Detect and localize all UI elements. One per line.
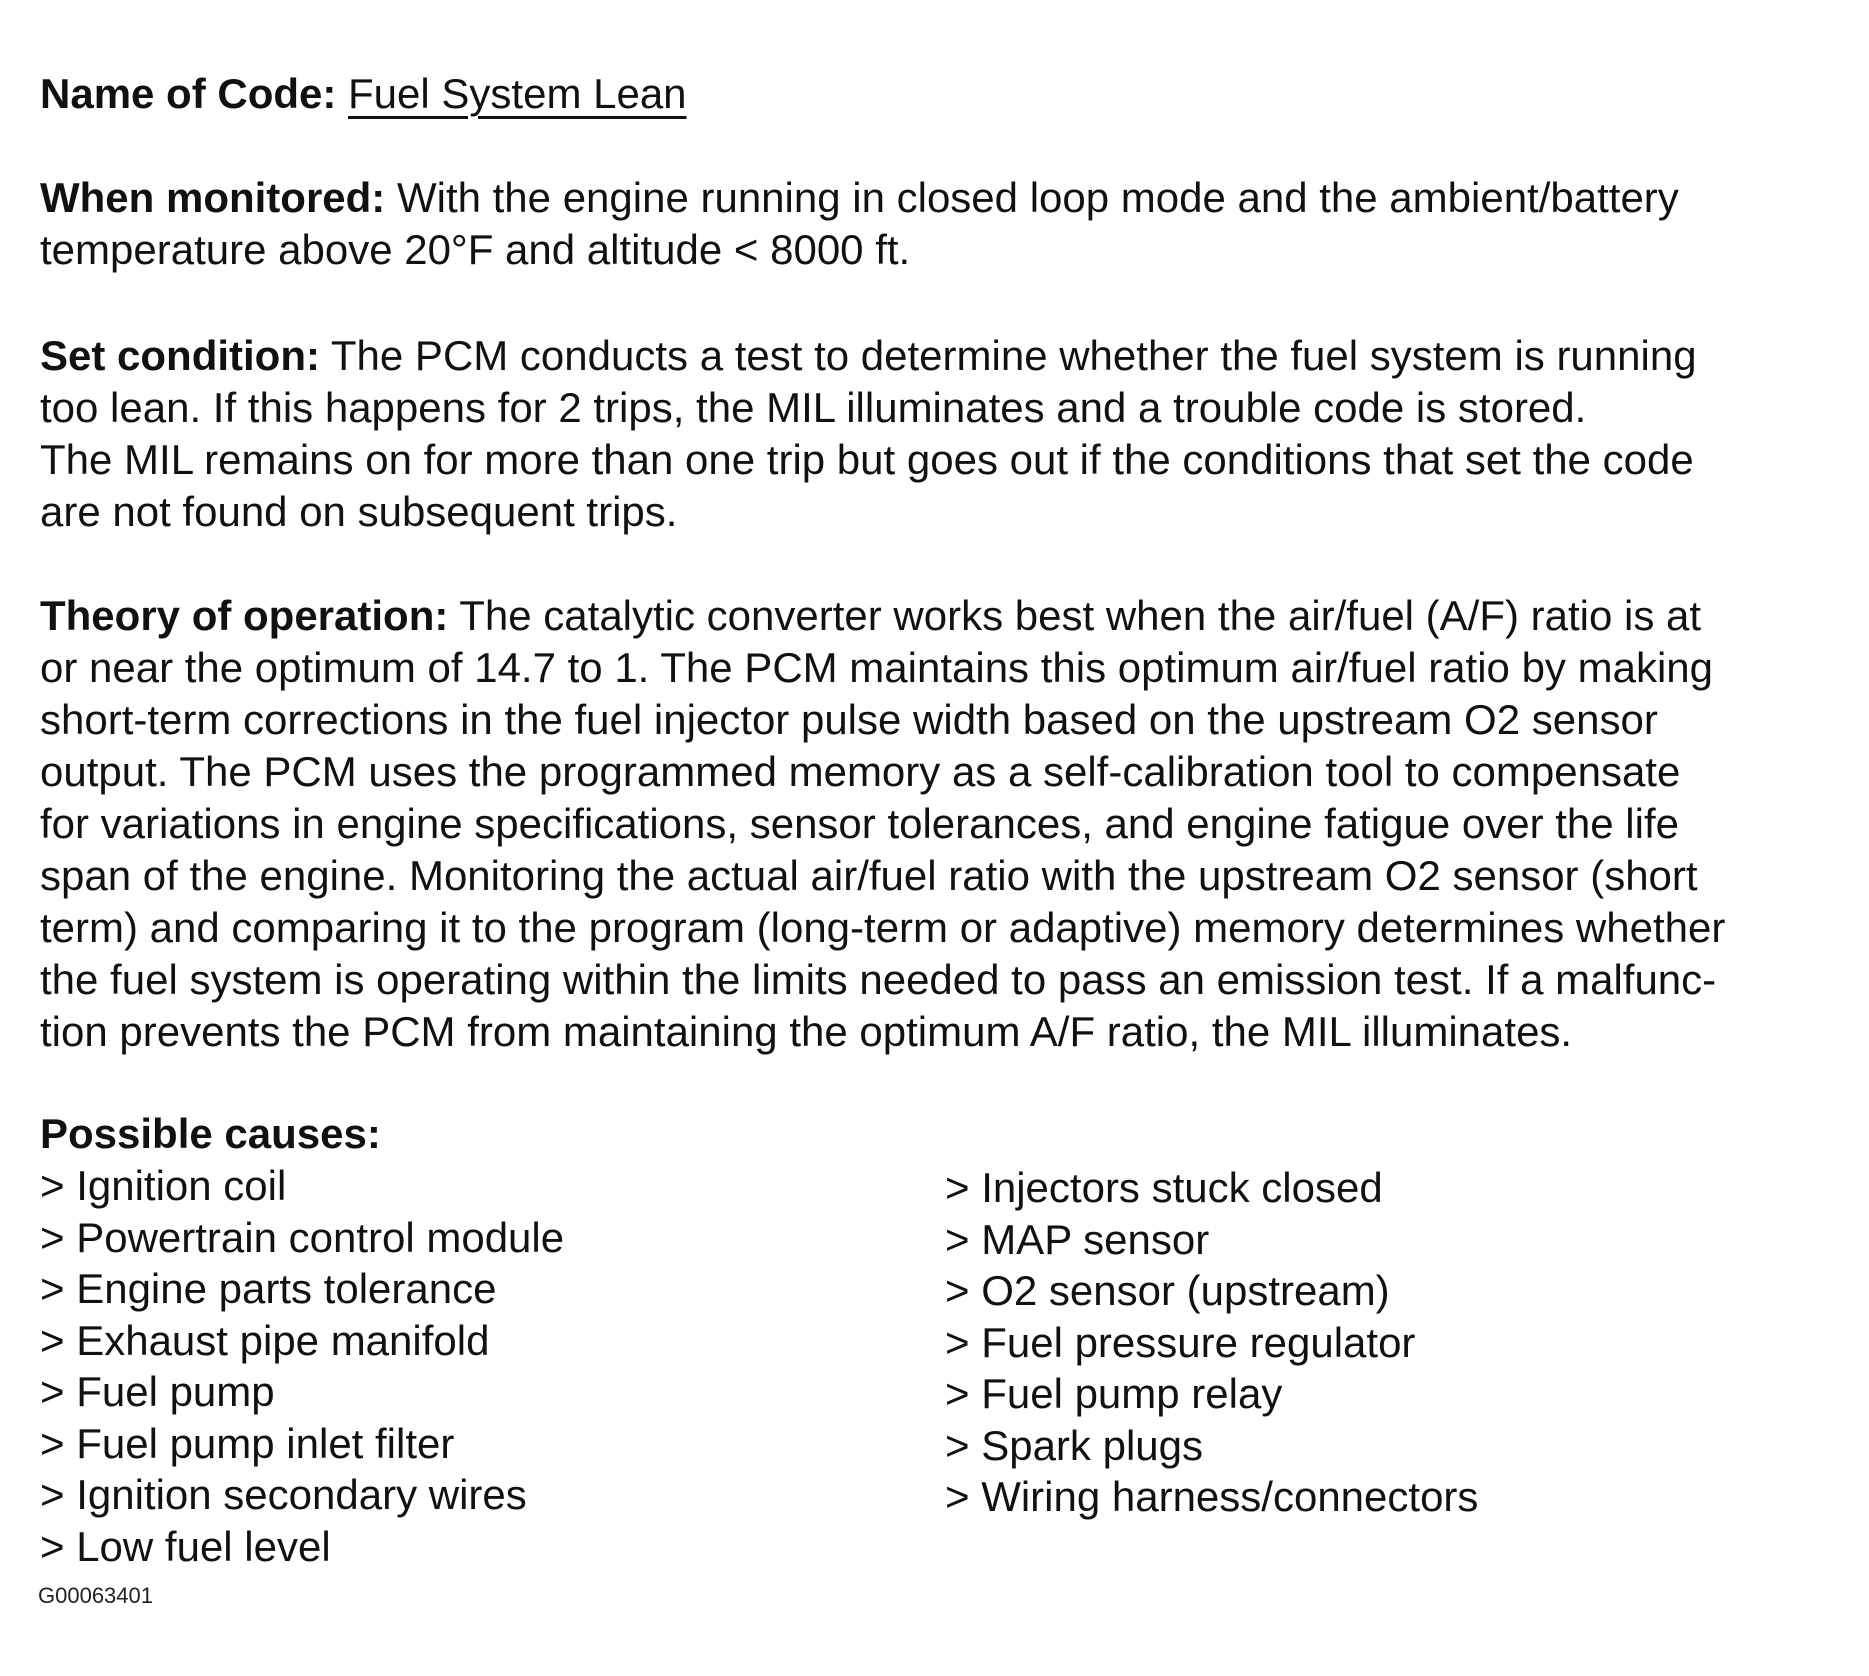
set-condition-line — [40, 330, 1697, 382]
cause-item: > Fuel pump — [40, 1368, 275, 1415]
cause-item: > Spark plugs — [945, 1421, 1203, 1469]
causes-list-left — [40, 1160, 564, 1572]
theory-of-operation-label: Theory of operation: — [40, 592, 449, 639]
cause-item: > O2 sensor (upstream) — [945, 1267, 1390, 1314]
code-name: Fuel System Lean — [348, 70, 687, 117]
cause-item: > Powertrain control module — [40, 1213, 565, 1261]
set-condition-section — [40, 330, 1697, 538]
figure-id: G00063401 — [38, 1583, 153, 1608]
set-condition-line: The MIL remains on for more than one trip but goes out if the conditions that set the code — [40, 436, 1694, 483]
theory-line: the fuel system is operating within the limits needed to pass an emission test. If a malfunc- — [40, 956, 1717, 1003]
cause-item: > MAP sensor — [945, 1215, 1210, 1263]
theory-line: term) and comparing it to the program (long-term or adaptive) memory determines whether — [40, 904, 1726, 951]
possible-causes-section — [40, 1108, 1479, 1570]
set-condition-line: are not found on subsequent trips. — [40, 488, 678, 535]
when-monitored-section — [40, 172, 1679, 276]
when-monitored-line — [40, 172, 1679, 224]
causes-list-right — [945, 1162, 1478, 1523]
when-monitored-text: With the engine running in closed loop mode and the ambient/battery — [385, 174, 1679, 221]
cause-item: > Low fuel level — [40, 1522, 331, 1570]
cause-item: > Injectors stuck closed — [945, 1164, 1383, 1211]
cause-item: > Fuel pump relay — [945, 1370, 1283, 1417]
possible-causes-label: Possible causes: — [40, 1110, 381, 1157]
theory-line: tion prevents the PCM from maintaining the optimum A/F ratio, the MIL illuminates. — [40, 1008, 1573, 1055]
theory-text: The catalytic converter works best when the air/fuel (A/F) ratio is at — [448, 592, 1702, 639]
theory-of-operation-section — [40, 590, 1725, 1058]
name-of-code-label: Name of Code: — [40, 70, 337, 117]
theory-line: for variations in engine specifications, sensor tolerances, and engine fatigue over the life — [40, 800, 1679, 847]
cause-item: > Exhaust pipe manifold — [40, 1316, 490, 1364]
theory-line: short-term corrections in the fuel injector pulse width based on the upstream O2 sensor — [40, 696, 1658, 743]
when-monitored-label: When monitored: — [40, 174, 386, 221]
theory-line: output. The PCM uses the programmed memory as a self-calibration tool to compensate — [40, 748, 1681, 795]
cause-item: > Ignition coil — [40, 1162, 287, 1209]
name-of-code-section — [40, 68, 687, 120]
name-of-code-row — [40, 68, 687, 120]
cause-item: > Ignition secondary wires — [40, 1471, 527, 1518]
cause-item: > Fuel pump inlet filter — [40, 1419, 455, 1467]
set-condition-text: The PCM conducts a test to determine whether the fuel system is running — [319, 332, 1697, 379]
set-condition-line: too lean. If this happens for 2 trips, the MIL illuminates and a trouble code is stored. — [40, 384, 1587, 431]
cause-item: > Wiring harness/connectors — [945, 1473, 1479, 1520]
when-monitored-line: temperature above 20°F and altitude < 8000 ft. — [40, 226, 911, 273]
theory-line: span of the engine. Monitoring the actual air/fuel ratio with the upstream O2 sensor (short — [40, 852, 1698, 899]
cause-item: > Engine parts tolerance — [40, 1265, 497, 1312]
theory-line — [40, 590, 1725, 642]
set-condition-label: Set condition: — [40, 332, 320, 379]
theory-line: or near the optimum of 14.7 to 1. The PCM maintains this optimum air/fuel ratio by making — [40, 644, 1713, 691]
cause-item: > Fuel pressure regulator — [945, 1318, 1416, 1366]
